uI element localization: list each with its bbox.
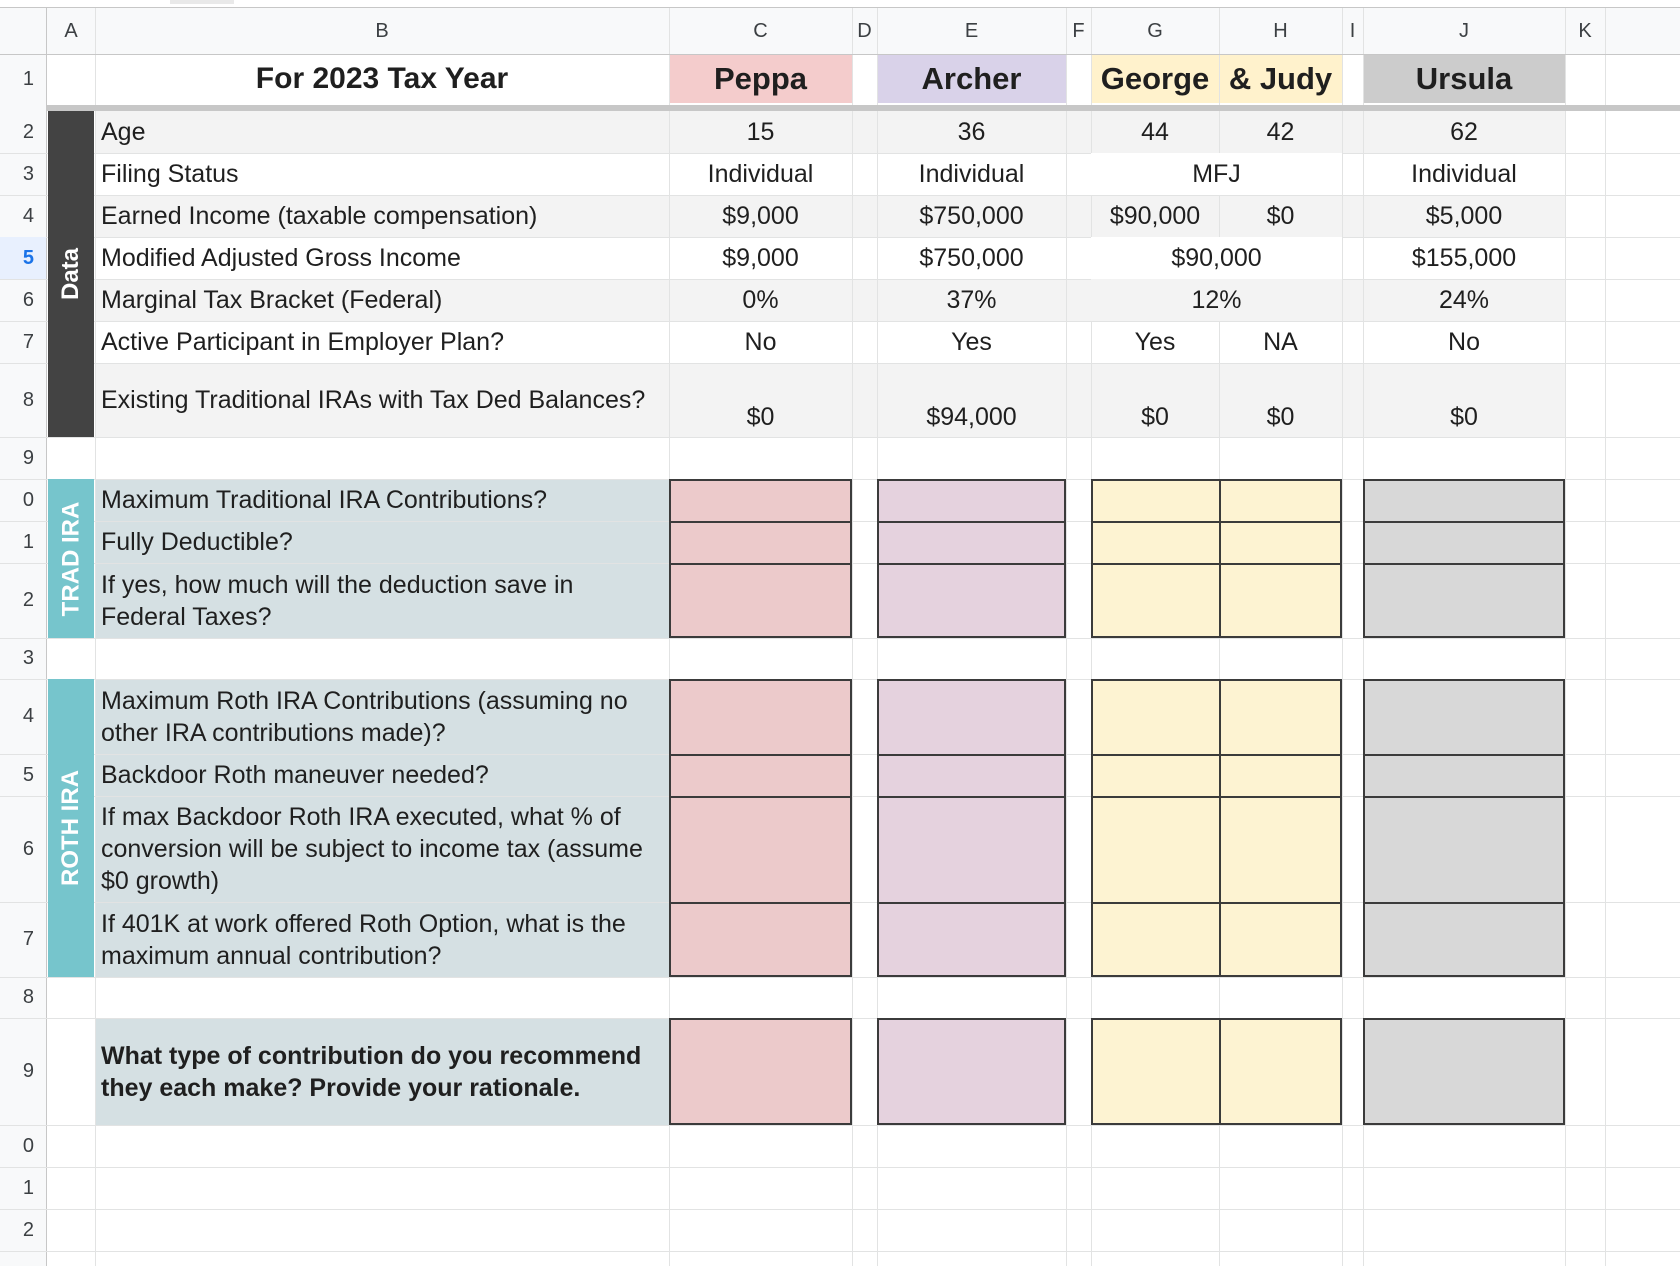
active-george[interactable]: Yes: [1134, 328, 1176, 356]
row-header-21[interactable]: 1: [22, 1176, 34, 1199]
row-header-22[interactable]: 2: [22, 1218, 34, 1241]
label-filing-status[interactable]: Filing Status: [101, 160, 239, 188]
section-band-data: [48, 111, 94, 437]
row-header-14[interactable]: 4: [22, 705, 34, 727]
column-header-f[interactable]: F: [1072, 19, 1085, 42]
bracket-george-judy[interactable]: 12%: [1091, 279, 1342, 321]
answer-block-recommend-peppa[interactable]: [669, 1018, 852, 1125]
age-peppa[interactable]: 15: [746, 118, 775, 146]
filing-peppa[interactable]: Individual: [707, 160, 814, 188]
column-header-b[interactable]: B: [375, 19, 389, 42]
header-ursula[interactable]: Ursula: [1415, 61, 1513, 96]
filing-george-judy[interactable]: MFJ: [1091, 153, 1342, 195]
label-active-participant[interactable]: Active Participant in Employer Plan?: [101, 328, 504, 356]
answer-block-roth-ursula[interactable]: [1363, 679, 1565, 977]
existing-archer[interactable]: $94,000: [926, 403, 1017, 431]
active-judy[interactable]: NA: [1263, 328, 1298, 356]
row-header-13[interactable]: 3: [22, 647, 34, 669]
earned-ursula[interactable]: $5,000: [1425, 202, 1503, 230]
answer-block-trad-peppa[interactable]: [669, 479, 852, 638]
header-archer[interactable]: Archer: [921, 61, 1022, 96]
bracket-ursula[interactable]: 24%: [1438, 286, 1490, 314]
age-judy[interactable]: 42: [1266, 118, 1295, 146]
active-archer[interactable]: Yes: [951, 328, 992, 356]
active-peppa[interactable]: No: [744, 328, 777, 356]
bracket-peppa[interactable]: 0%: [742, 286, 779, 314]
section-band-roth-ira: [48, 679, 94, 977]
column-header-g[interactable]: G: [1147, 19, 1163, 42]
row-header-8[interactable]: 8: [22, 388, 34, 411]
answer-block-recommend-archer[interactable]: [877, 1018, 1066, 1125]
row-header-12[interactable]: 2: [22, 589, 34, 611]
row-header-11[interactable]: 1: [22, 530, 34, 553]
question-roth-401k[interactable]: If 401K at work offered Roth Option, what is the maximum annual contribution?: [101, 909, 626, 970]
age-archer[interactable]: 36: [957, 118, 986, 146]
age-george[interactable]: 44: [1141, 118, 1169, 146]
row-header-15[interactable]: 5: [22, 763, 34, 786]
answer-block-recommend-ursula[interactable]: [1363, 1018, 1565, 1125]
existing-judy[interactable]: $0: [1266, 403, 1295, 431]
row-header-4[interactable]: 4: [22, 204, 34, 227]
existing-george[interactable]: $0: [1141, 403, 1169, 431]
column-header-d[interactable]: D: [857, 19, 872, 42]
row-header-3[interactable]: 3: [22, 162, 34, 185]
label-magi[interactable]: Modified Adjusted Gross Income: [101, 244, 461, 272]
magi-archer[interactable]: $750,000: [919, 244, 1024, 272]
label-age[interactable]: Age: [101, 118, 146, 146]
answer-block-roth-archer[interactable]: [877, 679, 1066, 977]
magi-ursula[interactable]: $155,000: [1411, 244, 1517, 272]
earned-judy[interactable]: $0: [1266, 202, 1295, 230]
answer-block-trad-ursula[interactable]: [1363, 479, 1565, 638]
header-george[interactable]: George: [1100, 61, 1210, 96]
answer-block-roth-peppa[interactable]: [669, 679, 852, 977]
column-header-c[interactable]: C: [753, 19, 768, 42]
row-header-9[interactable]: 9: [22, 446, 34, 469]
question-trad-savings[interactable]: If yes, how much will the deduction save in Federal Taxes?: [101, 570, 574, 631]
row-header-17[interactable]: 7: [22, 928, 34, 950]
column-header-h[interactable]: H: [1273, 19, 1288, 42]
row-header-7[interactable]: 7: [22, 330, 34, 353]
label-tax-bracket[interactable]: Marginal Tax Bracket (Federal): [101, 286, 443, 314]
row-header-18[interactable]: 8: [22, 986, 34, 1008]
row-header-20[interactable]: 0: [22, 1134, 34, 1157]
filing-archer[interactable]: Individual: [918, 160, 1025, 188]
label-existing-iras[interactable]: Existing Traditional IRAs with Tax Ded Balances?: [101, 386, 646, 414]
bracket-archer[interactable]: 37%: [946, 286, 997, 314]
header-title[interactable]: For 2023 Tax Year: [255, 62, 509, 95]
question-trad-deductible[interactable]: Fully Deductible?: [101, 528, 293, 556]
earned-archer[interactable]: $750,000: [919, 202, 1024, 230]
column-header-i[interactable]: I: [1349, 19, 1356, 42]
header-peppa[interactable]: Peppa: [713, 61, 808, 96]
age-ursula[interactable]: 62: [1450, 118, 1478, 146]
column-header-e[interactable]: E: [964, 19, 979, 42]
row-header-1[interactable]: 1: [22, 67, 34, 90]
answer-block-roth-george-judy[interactable]: [1091, 679, 1342, 977]
row-header-2[interactable]: 2: [22, 120, 34, 143]
column-header-k[interactable]: K: [1578, 19, 1592, 42]
row-header-19[interactable]: 9: [22, 1060, 34, 1082]
row-header-10[interactable]: 0: [22, 488, 34, 511]
column-header-j[interactable]: J: [1459, 19, 1469, 42]
question-trad-max[interactable]: Maximum Traditional IRA Contributions?: [101, 486, 548, 514]
row-header-16[interactable]: 6: [22, 837, 34, 860]
earned-peppa[interactable]: $9,000: [722, 202, 799, 230]
question-roth-max[interactable]: Maximum Roth IRA Contributions (assuming no other IRA contributions made)?: [101, 686, 628, 747]
earned-george[interactable]: $90,000: [1109, 202, 1201, 230]
existing-peppa[interactable]: $0: [746, 403, 775, 431]
header-judy[interactable]: & Judy: [1228, 61, 1333, 96]
active-ursula[interactable]: No: [1448, 328, 1480, 356]
section-label-trad-ira: TRAD IRA: [57, 501, 84, 616]
section-label-roth-ira: ROTH IRA: [57, 770, 84, 886]
magi-george-judy[interactable]: $90,000: [1091, 237, 1342, 279]
column-header-a[interactable]: A: [64, 19, 78, 42]
question-roth-backdoor[interactable]: Backdoor Roth maneuver needed?: [101, 761, 489, 789]
question-roth-conversion-pct[interactable]: If max Backdoor Roth IRA executed, what % of conversion will be subject to income tax (assume $0 growth): [101, 803, 643, 895]
magi-peppa[interactable]: $9,000: [722, 244, 799, 272]
section-label-data: Data: [57, 247, 84, 301]
section-band-trad-ira: [48, 479, 94, 638]
answer-block-recommend-george-judy[interactable]: [1091, 1018, 1342, 1125]
row-header-5-selected[interactable]: 5: [0, 237, 46, 279]
row-header-6[interactable]: 6: [22, 288, 34, 311]
answer-block-trad-george-judy[interactable]: [1091, 479, 1342, 638]
answer-block-trad-archer[interactable]: [877, 479, 1066, 638]
toolbar-edge: [170, 0, 234, 4]
label-earned-income[interactable]: Earned Income (taxable compensation): [101, 202, 538, 230]
filing-ursula[interactable]: Individual: [1411, 160, 1517, 188]
question-recommendation[interactable]: What type of contribution do you recommend they each make? Provide your rationale.: [101, 1041, 642, 1102]
existing-ursula[interactable]: $0: [1450, 403, 1478, 431]
